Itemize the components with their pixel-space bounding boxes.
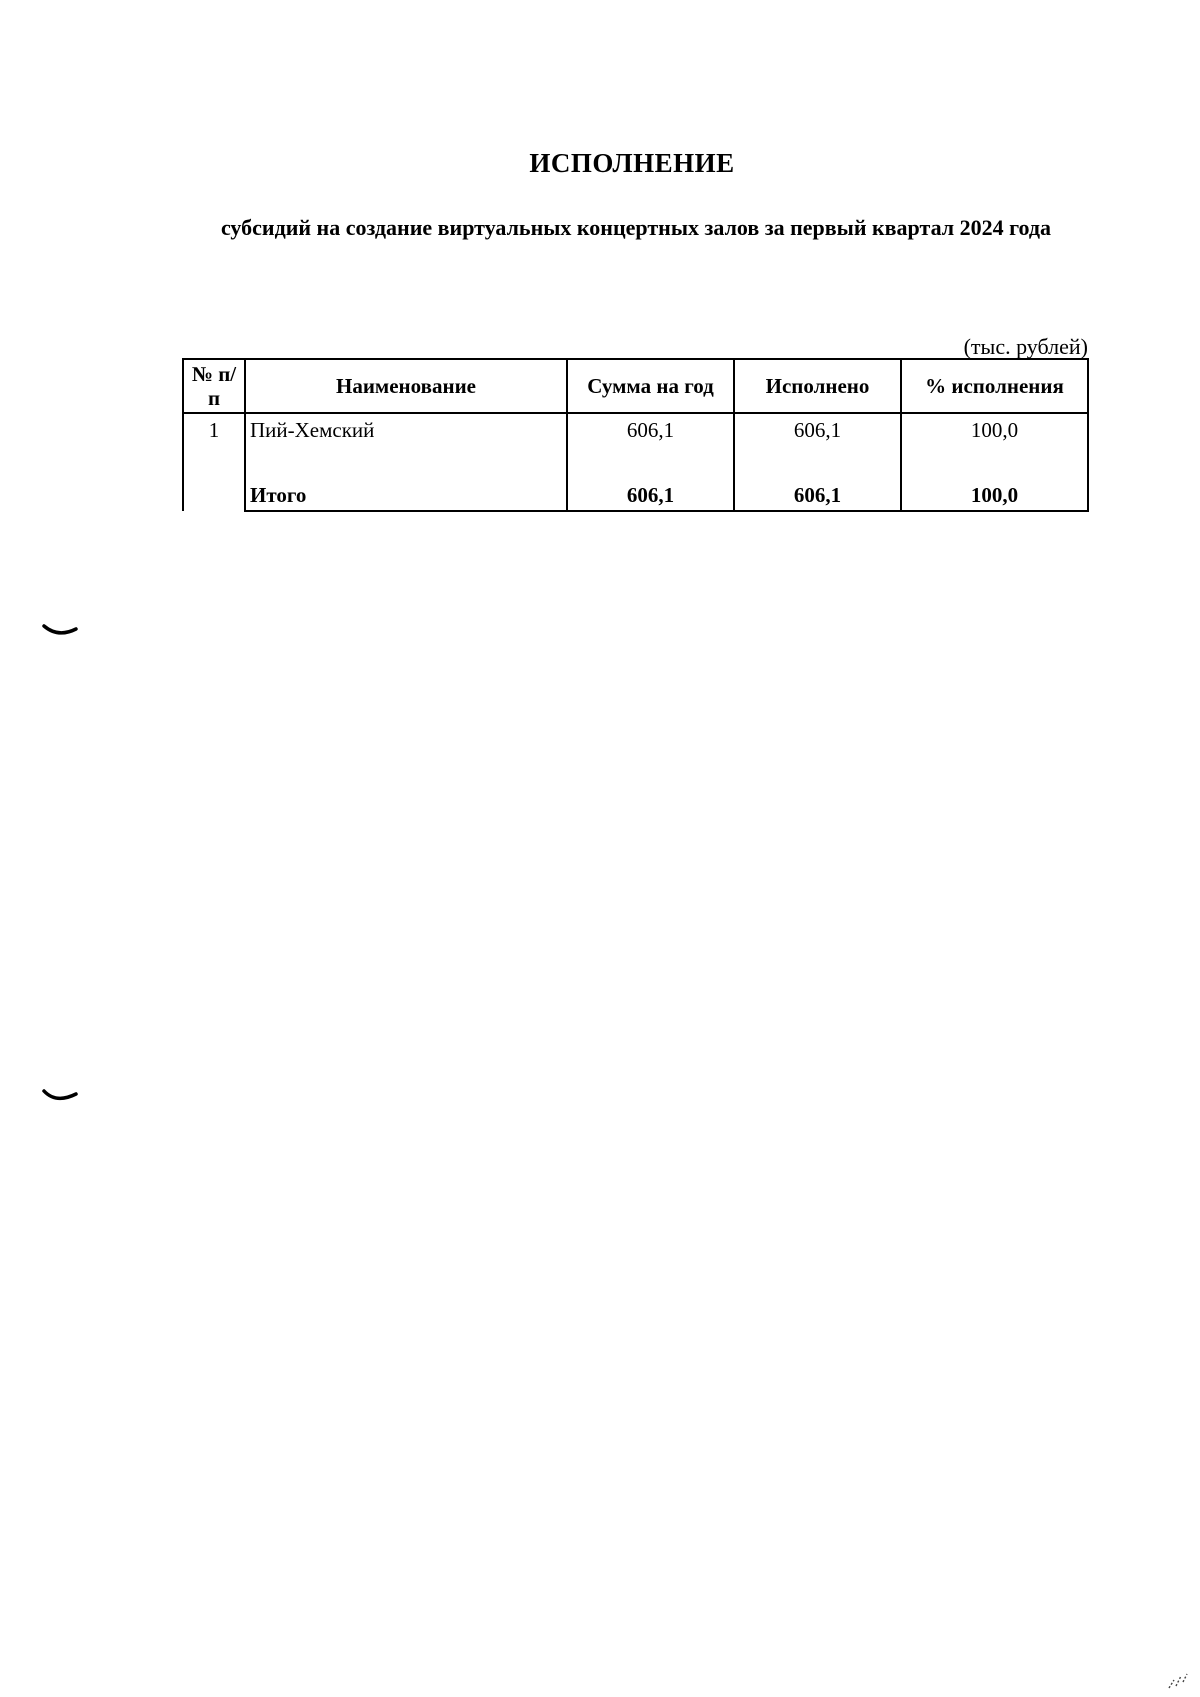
row-annual-sum: 606,1	[567, 413, 734, 474]
row-name: Пий-Хемский	[245, 413, 567, 474]
units-note: (тыс. рублей)	[963, 334, 1088, 359]
total-label: Итого	[245, 474, 567, 511]
total-executed: 606,1	[734, 474, 901, 511]
document-title: ИСПОЛНЕНИЕ	[529, 148, 735, 178]
punch-hole-mark-top	[40, 620, 80, 642]
row-executed: 606,1	[734, 413, 901, 474]
document-subtitle: субсидий на создание виртуальных концертных залов за первый квартал 2024 года	[220, 215, 1052, 240]
table-header-row	[183, 359, 1088, 413]
header-name: Наименование	[245, 359, 567, 413]
header-annual-sum: Сумма на год	[567, 359, 734, 413]
subsidy-execution-table	[182, 358, 1089, 512]
total-row	[183, 474, 1088, 511]
header-number: № п/п	[183, 359, 245, 413]
row-percent: 100,0	[901, 413, 1088, 474]
header-percent: % исполнения	[901, 359, 1088, 413]
total-percent: 100,0	[901, 474, 1088, 511]
row-number: 1	[183, 413, 245, 511]
scan-speck-mark	[1165, 1670, 1191, 1692]
header-executed: Исполнено	[734, 359, 901, 413]
total-annual-sum: 606,1	[567, 474, 734, 511]
punch-hole-mark-bottom	[40, 1086, 80, 1108]
table-row	[183, 413, 1088, 474]
